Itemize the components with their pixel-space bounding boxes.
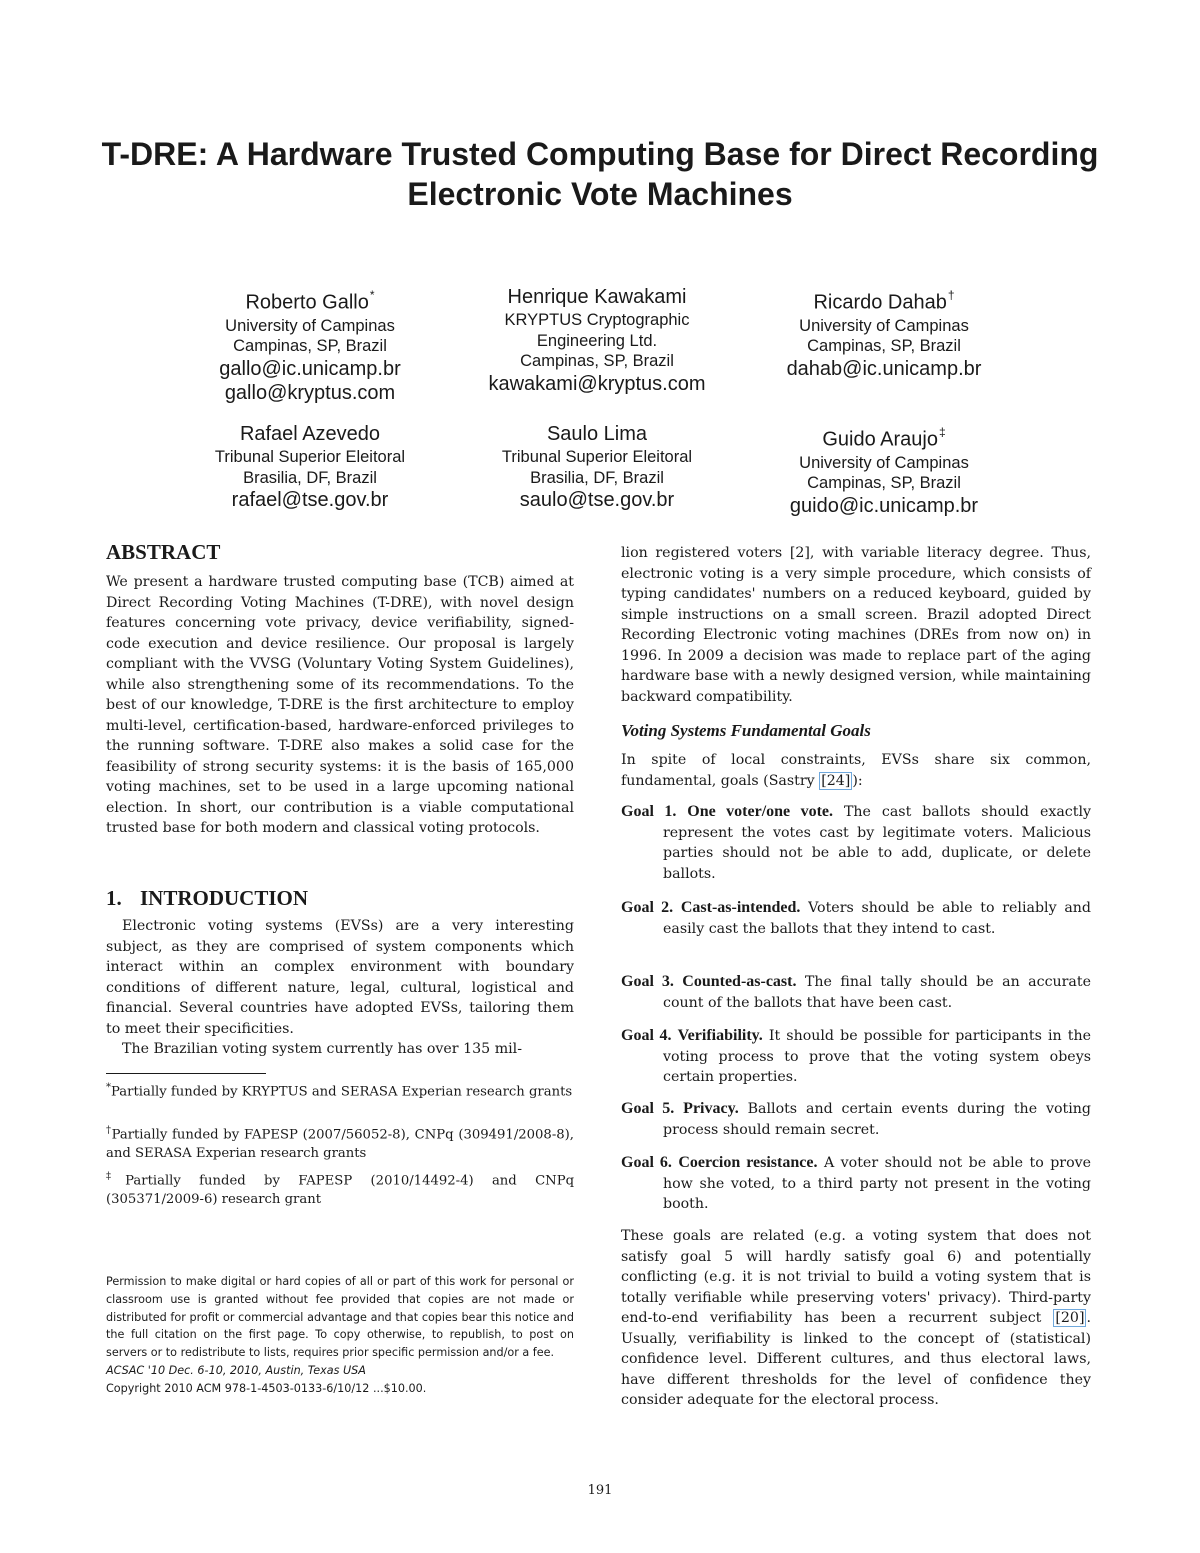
footnote — [106, 1167, 574, 1209]
author-email[interactable]: guido@ic.unicamp.br — [789, 494, 979, 517]
goal-item — [621, 1153, 1091, 1215]
author-block-azevedo — [170, 421, 450, 512]
goal-label: Goal 2. — [621, 899, 674, 916]
author-location: Campinas, SP, Brazil — [807, 474, 961, 493]
author-block-araujo — [744, 421, 1024, 518]
goal-title: One voter/one vote. — [687, 803, 833, 820]
intro-paragraph: Electronic voting systems (EVSs) are a very interesting subject, as they are comprised of system components which interact within an complex environment with boundary conditions of different nature, legal, cultural, logistical and financial. Several countries have adopted EVSs, tailoring them to meet their specificities. — [106, 918, 574, 1037]
intro-paragraph: lion registered voters [2], with variable literacy degree. Thus, electronic voting is a very simple procedure, which consists of typing candidates' numbers on a reduced keyboard, guided by simple instructions on a small screen. Brazil adopted Direct Recording Electronic voting machines (DREs from now on) in 1996. In 2009 a decision was made to replace part of the aging hardware base with a newly designed version, while maintaining backward compatibility. — [621, 545, 1091, 705]
footnote-text: Partially funded by FAPESP (2010/14492-4) and CNPq (305371/2009-6) research grant — [106, 1173, 575, 1208]
footnote — [106, 1078, 574, 1101]
discussion-paragraph — [621, 1226, 1091, 1411]
footnote-mark: † — [947, 288, 955, 302]
footnote-text: Partially funded by FAPESP (2007/56052-8), CNPq (309491/2008-8), and SERASA Experian research grants — [106, 1127, 575, 1162]
author-location: Campinas, SP, Brazil — [233, 337, 387, 356]
citation-link[interactable]: [24] — [821, 772, 851, 789]
goal-label: Goal 6. — [621, 1154, 672, 1171]
footnote-mark: * — [106, 1082, 111, 1093]
abstract-heading: ABSTRACT — [106, 540, 221, 564]
page-number: 191 — [587, 1483, 613, 1498]
goals-list — [621, 802, 1091, 1242]
author-location: Campinas, SP, Brazil — [520, 352, 674, 370]
author-block-lima — [457, 421, 737, 512]
goal-item — [621, 898, 1091, 939]
goals-discussion — [621, 1226, 1091, 1411]
footnote-mark: * — [369, 288, 375, 302]
intro-continued — [621, 543, 1091, 707]
intro-section — [106, 886, 574, 1060]
goal-label: Goal 4. — [621, 1027, 672, 1044]
footnote — [106, 1121, 574, 1163]
permission-block — [106, 1273, 574, 1398]
permission-text: Permission to make digital or hard copies of all or part of this work for personal or classroom use is granted without fee provided that copies are not made or distributed for profit or commercial advantage and that copies bear this notice and the full citation on the first page. To copy otherwise, to republish, to post on servers or to redistribute to lists, requires prior specific permission and/or a fee. — [106, 1275, 574, 1360]
author-affiliation: KRYPTUS Cryptographic — [504, 311, 690, 329]
goal-item — [621, 1099, 1091, 1140]
goal-text: The final tally should be an accurate count of the ballots that have been cast. — [663, 974, 1091, 1011]
goal-label: Goal 3. — [621, 973, 674, 990]
conference-info: ACSAC '10 Dec. 6-10, 2010, Austin, Texas USA — [106, 1363, 366, 1377]
author-affiliation: University of Campinas — [799, 316, 969, 335]
author-affiliation: Engineering Ltd. — [536, 331, 658, 350]
goal-label: Goal 1. — [621, 803, 677, 820]
author-affiliation: University of Campinas — [799, 453, 969, 472]
goal-item — [621, 802, 1091, 884]
goal-title: Counted-as-cast. — [682, 973, 797, 990]
subsection-heading: Voting Systems Fundamental Goals — [621, 721, 871, 740]
intro-heading — [106, 886, 574, 910]
goal-title: Cast-as-intended. — [680, 899, 801, 916]
goal-text: A voter should not be able to prove how she voted, to a third party not present in the voting booth. — [663, 1155, 1092, 1212]
goal-text: Voters should be able to reliably and easily cast the ballots that they intend to cast. — [663, 900, 1091, 937]
citation-link[interactable]: [20] — [1055, 1310, 1085, 1326]
copyright-notice: Copyright 2010 ACM 978-1-4503-0133-6/10/12 ...$10.00. — [106, 1381, 427, 1395]
paper-title: T-DRE: A Hardware Trusted Computing Base for Direct Recording Electronic Vote Machines — [101, 136, 1099, 212]
intro-paragraph: The Brazilian voting system currently has over 135 mil- — [122, 1041, 523, 1057]
footnote-mark: † — [106, 1125, 112, 1136]
goal-text: It should be possible for participants in the voting process to prove that the voting system obeys certain properties. — [663, 1028, 1092, 1085]
footnote-text: Partially funded by KRYPTUS and SERASA Experian research grants — [111, 1084, 573, 1100]
footnote-rule — [106, 1073, 266, 1074]
author-email[interactable]: rafael@tse.gov.br — [231, 489, 389, 511]
section-number: 1. — [106, 886, 122, 910]
goals-intro — [621, 750, 1091, 791]
author-block-kawakami — [457, 284, 737, 396]
author-location: Campinas, SP, Brazil — [807, 337, 961, 356]
goal-title: Coercion resistance. — [678, 1154, 818, 1171]
abstract-section — [106, 540, 574, 839]
author-name: Ricardo Dahab — [813, 291, 947, 314]
goals-section — [621, 720, 1091, 791]
goal-title: Verifiability. — [677, 1027, 763, 1044]
goal-text: Ballots and certain events during the voting process should remain secret. — [663, 1101, 1091, 1138]
goal-item — [621, 972, 1091, 1013]
author-affiliation: Tribunal Superior Eleitoral — [501, 448, 693, 466]
goal-item — [621, 1026, 1091, 1088]
author-email[interactable]: gallo@kryptus.com — [224, 381, 396, 404]
author-email[interactable]: kawakami@kryptus.com — [488, 372, 706, 395]
author-email[interactable]: gallo@ic.unicamp.br — [219, 357, 401, 380]
goals-intro-text: In spite of local constraints, EVSs share six common, fundamental, goals (Sastry — [621, 752, 1091, 789]
goal-label: Goal 5. — [621, 1100, 675, 1117]
footnote-mark: ‡ — [106, 1171, 126, 1182]
author-email[interactable]: dahab@ic.unicamp.br — [786, 357, 982, 380]
discussion-text: These goals are related (e.g. a voting system that does not satisfy goal 5 will hardly satisfy goal 6) and potentially conflicting (e.g. it is not trivial to build a voting system that is totally verifiable while preserving voters' privacy). Third-party end-to-end verifiability has been a recurrent subject — [621, 1228, 1091, 1326]
author-name: Roberto Gallo — [245, 291, 369, 314]
section-title: INTRODUCTION — [140, 886, 309, 910]
abstract-text: We present a hardware trusted computing base (TCB) aimed at Direct Recording Voting Machines (T-DRE), with novel design features concerning vote privacy, device verifiability, signed-code execution and device resilience. Our proposal is largely compliant with the VVSG (Voluntary Voting System Guidelines), while also strengthening some of its recommendations. To the best of our knowledge, T-DRE is the first architecture to employ multi-level, certification-based, hardware-enforced privileges to the running software. T-DRE also makes a solid case for the feasibility of strong security systems: it is the basis of 165,000 voting machines, set to be used in a large upcoming national election. In short, our contribution is a viable computational trusted base for both modern and classical voting protocols. — [106, 574, 574, 836]
author-block-gallo — [170, 284, 450, 405]
author-email[interactable]: saulo@tse.gov.br — [519, 489, 675, 511]
author-affiliation: University of Campinas — [225, 316, 395, 335]
footnote-mark: ‡ — [938, 425, 946, 439]
author-name: Saulo Lima — [546, 423, 648, 445]
author-location: Brasilia, DF, Brazil — [243, 468, 377, 487]
goals-intro-text: ): — [852, 772, 863, 789]
author-name: Henrique Kawakami — [507, 286, 687, 308]
author-location: Brasilia, DF, Brazil — [530, 468, 664, 487]
goal-title: Privacy. — [683, 1100, 739, 1117]
author-name: Rafael Azevedo — [239, 423, 381, 445]
author-block-dahab — [744, 284, 1024, 381]
author-affiliation: Tribunal Superior Eleitoral — [214, 448, 406, 466]
author-name: Guido Araujo — [822, 428, 938, 451]
discussion-text: . Usually, verifiability is linked to the concept of (statistical) confidence level. Different cultures, and thus electoral laws, have different thresholds for the level of confidence they consider adequate for the electoral process. — [621, 1310, 1091, 1408]
goal-text: The cast ballots should exactly represent the votes cast by legitimate voters. Malicious parties should not be able to add, duplicate, or delete ballots. — [663, 804, 1092, 882]
